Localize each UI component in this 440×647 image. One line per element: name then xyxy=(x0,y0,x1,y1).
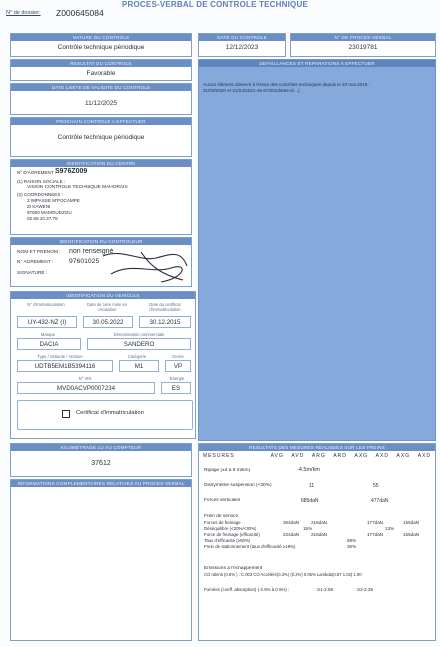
pv-header: N° DE PROCES-VERBAL xyxy=(291,34,435,41)
measures-col-headers xyxy=(203,453,431,459)
r3-v2: 216daN xyxy=(311,532,328,537)
col-avd: AVD xyxy=(291,453,305,459)
center-addr-3: 97600 MAMOUDZOU xyxy=(27,210,72,215)
controller-sig-label: SIGNATURE : xyxy=(17,271,48,276)
measures-header: RESULTATS DES MESURES REALISEES SUR LES FREINS xyxy=(199,444,435,451)
col-axg-1: AXG xyxy=(354,453,369,459)
km-header: KILOMETRAGE LU AU COMPTEUR xyxy=(11,444,191,451)
defects-line-2: 31/03/2020 et 21/04/2021-46.873/01/5684-5/...) xyxy=(203,88,300,93)
result-block xyxy=(10,59,192,81)
date-block xyxy=(198,33,286,57)
center-addr-2: ZI KAWENI xyxy=(27,204,51,209)
cert-date-value: 30.12.2015 xyxy=(139,316,191,328)
center-agr-value: S976Z009 xyxy=(55,168,88,175)
center-rs-value: VISION CONTROLE TECHNIQUE MAHORAIS xyxy=(27,185,128,190)
controller-header: IDENTIFICATION DU CONTROLEUR xyxy=(11,238,191,245)
force-v1: 685daN xyxy=(301,498,319,504)
cert-date-label: Date du certificat d'immatriculation xyxy=(149,302,181,312)
ripage-label: Ripage (±4 à 6 m/km) xyxy=(204,468,251,473)
force-label: Forces verticales xyxy=(204,498,241,503)
controller-agr-value: 97601025 xyxy=(69,258,100,265)
signature-scribble xyxy=(101,244,191,286)
model-label: Dénomination commerciale xyxy=(113,332,165,337)
document-title: PROCES-VERBAL DE CONTROLE TECHNIQUE xyxy=(122,0,308,9)
r1-v4: 155daN xyxy=(403,520,420,525)
category-label: Catégorie xyxy=(127,354,147,359)
controller-name-value: non renseigné xyxy=(69,248,114,255)
next-control-header: PROCHAIN CONTROLE A EFFECTUER xyxy=(11,118,191,125)
validity-value: 11/12/2025 xyxy=(84,100,118,107)
date-header: DATE DU CONTROLE xyxy=(199,34,285,41)
r3-v3: 177daN xyxy=(367,532,384,537)
defects-line-1: Aucun élément observé à l'issue des contrôles techniques depuis le 20 mai 2018 : xyxy=(203,82,370,87)
r4-label: Taux d'efficacité (≥50%) xyxy=(204,538,251,543)
type-label: Type / Variante / Version xyxy=(37,354,83,359)
r4-value: 69% xyxy=(347,538,357,543)
genre-value: VP xyxy=(165,360,191,372)
r2-v2: 13% xyxy=(385,526,395,531)
r2-v1: 15% xyxy=(303,526,313,531)
r5-label: Frein de stationnement (taux d'efficacité ≥18%) xyxy=(204,544,296,549)
emis-title: Emissions à l'échappement xyxy=(204,566,263,571)
vehicle-header: IDENTIFICATION DU VEHICULE xyxy=(11,292,195,299)
vehicle-block xyxy=(10,291,196,439)
col-avg: AVG xyxy=(270,453,284,459)
emis-line: CO ralenti (0.5% ) : C.003 CO Accéléré(0.3%) (0.2%) 0.05% Lambda(0.97 1.03) 1.00 xyxy=(204,572,362,577)
imm-label: N° d'immatriculation xyxy=(27,302,65,307)
vin-label: N° VIN xyxy=(78,376,92,381)
ripage-value: -4.5m/km xyxy=(297,467,320,473)
nature-header: NATURE DU CONTROLE xyxy=(11,34,191,41)
opac-v2: S2-2.26 xyxy=(357,587,374,592)
km-block xyxy=(10,443,192,477)
validity-header: DATE LIMITE DE VALIDITE DU CONTROLE xyxy=(11,84,191,91)
result-header: RESULTAT DU CONTROLE xyxy=(11,60,191,67)
vin-value: MVD0ACVP0007234 xyxy=(17,382,155,394)
imm-value: UY-432-NZ (I) xyxy=(17,316,77,328)
center-header: IDENTIFICATION DU CENTRE xyxy=(11,160,191,167)
energy-label: Energie xyxy=(169,376,185,381)
controller-name-label: NOM ET PRENOM : xyxy=(17,250,61,255)
center-block xyxy=(10,159,192,235)
center-addr-4: 02.69.10.37.78 xyxy=(27,216,58,221)
nature-value: Contrôle technique périodique xyxy=(57,44,145,51)
first-circ-label: Date de 1ère mise en circulation xyxy=(86,302,128,312)
nature-block xyxy=(10,33,192,57)
controller-block xyxy=(10,237,192,287)
r2-label: Déséquilibre (<20%/<30%) xyxy=(204,526,257,531)
col-axg-2: AXG xyxy=(396,453,411,459)
col-ard: ARD xyxy=(333,453,347,459)
genre-label: Genre xyxy=(172,354,184,359)
brand-label: Marque xyxy=(40,332,56,337)
center-coord-label: (2) COORDONNEES : xyxy=(17,192,63,197)
r3-v4: 155daN xyxy=(403,532,420,537)
susp-label: Dissymétrie suspension (<30%) xyxy=(204,483,272,488)
r3-label: Force de freinage (efficacité) xyxy=(204,532,260,537)
info-block xyxy=(10,479,192,641)
brand-value: DACIA xyxy=(17,338,81,350)
opac-v1: S1-2.56 xyxy=(317,587,334,592)
force-v2: 477daN xyxy=(371,498,389,504)
pv-block xyxy=(290,33,436,57)
dossier-number: Z000645084 xyxy=(56,8,104,18)
r1-v2: 216daN xyxy=(311,520,328,525)
category-value: M1 xyxy=(119,360,159,372)
center-rs-label: (1) RAISON SOCIALE : xyxy=(17,179,66,184)
susp-v2: 55 xyxy=(373,483,379,489)
r5-value: 35% xyxy=(347,544,357,549)
frein-title: Frein de service xyxy=(204,514,239,519)
r1-v1: 354daN xyxy=(283,520,300,525)
col-axd-1: AXD xyxy=(375,453,389,459)
next-control-value: Contrôle technique périodique xyxy=(57,134,145,141)
r1-label: Forces de freinage xyxy=(204,520,241,525)
energy-value: ES xyxy=(161,382,191,394)
controller-agr-label: N° AGREMENT : xyxy=(17,260,54,265)
susp-v1: 11 xyxy=(309,483,315,489)
info-header: INFORMATIONS COMPLEMENTAIRES RELATIVES AU PROCES-VERBAL xyxy=(11,480,191,487)
r1-v3: 177daN xyxy=(367,520,384,525)
type-value: UDTB5EM1B5394116 xyxy=(17,360,113,372)
cert-doc-label: Certificat d'immatriculation xyxy=(76,410,144,416)
next-control-block xyxy=(10,117,192,157)
date-value: 12/12/2023 xyxy=(225,44,259,51)
defects-panel xyxy=(198,59,436,441)
opac-label: Fumées (coeff. absorption) (-2.5% à 0.5%) : xyxy=(204,587,290,592)
measures-block xyxy=(198,443,436,641)
km-value: 37612 xyxy=(91,460,111,467)
model-value: SANDERO xyxy=(87,338,191,350)
r3-v1: 224daN xyxy=(283,532,300,537)
dossier-label: N° de dossier: xyxy=(6,10,41,16)
center-agr-label: N° D'AGREMENT : xyxy=(17,170,57,175)
validity-block xyxy=(10,83,192,115)
center-addr-1: 3 IMPASSE M'POCAMPE xyxy=(27,198,80,203)
pv-value: 23019781 xyxy=(348,44,378,51)
col-axd-2: AXD xyxy=(417,453,431,459)
first-circ-value: 30.05.2022 xyxy=(83,316,133,328)
col-mesures: MESURES xyxy=(203,453,235,459)
cert-doc-box xyxy=(17,400,193,430)
col-arg: ARG xyxy=(311,453,326,459)
defects-header: DEFAILLANCES ET REPARATIONS A EFFECTUER xyxy=(199,60,435,67)
checkbox-icon xyxy=(62,410,70,418)
result-value: Favorable xyxy=(86,70,116,77)
